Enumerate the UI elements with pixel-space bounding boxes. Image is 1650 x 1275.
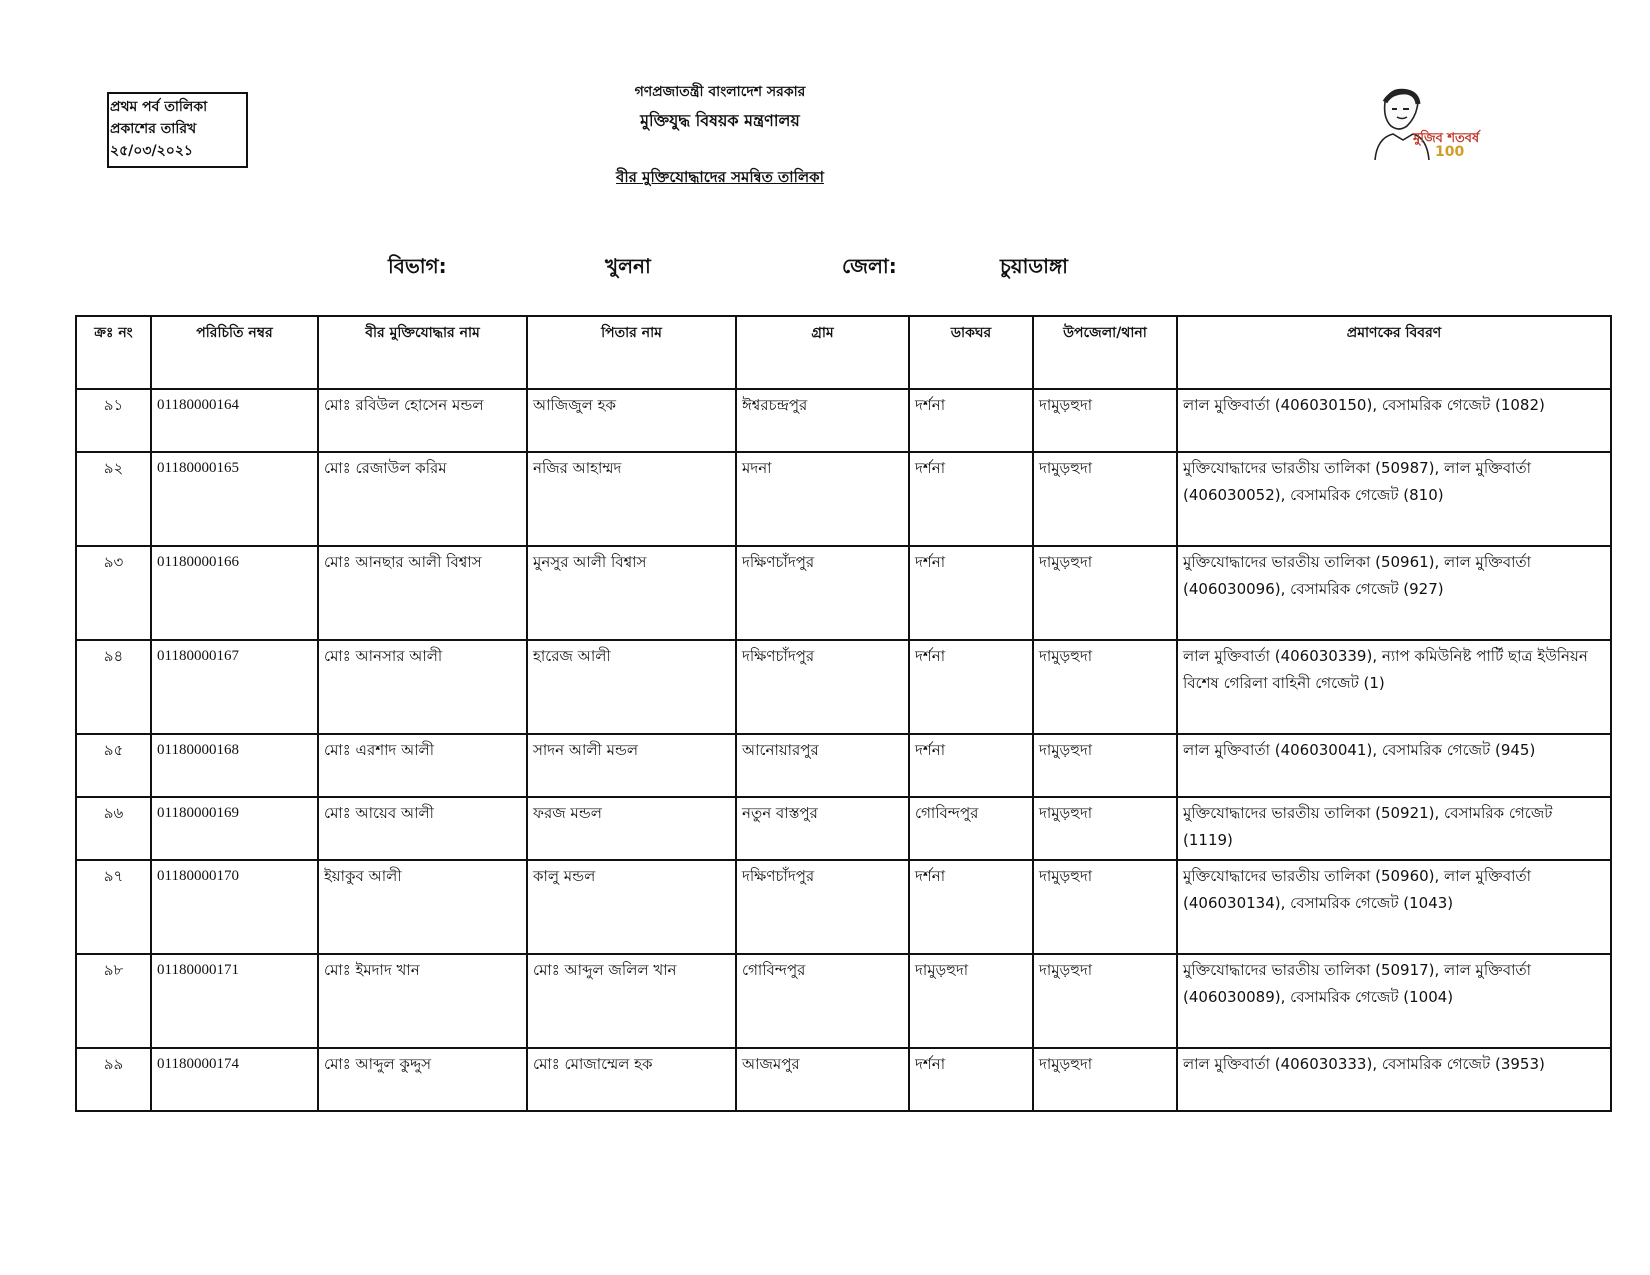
proof-cell: মুক্তিযোদ্ধাদের ভারতীয় তালিকা (50960), লাল মুক্তিবার্তা (406030134), বেসামরিক গেজেট (1043)	[1177, 860, 1611, 954]
village-cell: আজমপুর	[736, 1048, 909, 1111]
table-row	[76, 797, 1611, 860]
proof-cell: লাল মুক্তিবার্তা (406030041), বেসামরিক গেজেট (945)	[1177, 734, 1611, 797]
upazila-cell: দামুড়হুদা	[1033, 389, 1177, 452]
village-cell: দক্ষিণচাঁদপুর	[736, 860, 909, 954]
table-row	[76, 546, 1611, 640]
upazila-cell: দামুড়হুদা	[1033, 1048, 1177, 1111]
proof-cell: মুক্তিযোদ্ধাদের ভারতীয় তালিকা (50921), বেসামরিক গেজেট (1119)	[1177, 797, 1611, 860]
id-cell: 01180000166	[151, 546, 318, 640]
table-row	[76, 860, 1611, 954]
logo-text: মুজিব শতবর্ষ	[1413, 131, 1480, 146]
post-office-cell: দর্শনা	[909, 389, 1033, 452]
father-cell: কালু মন্ডল	[527, 860, 736, 954]
father-cell: হারেজ আলী	[527, 640, 736, 734]
father-cell: ফরজ মন্ডল	[527, 797, 736, 860]
table-header-row	[76, 316, 1611, 389]
header-name: বীর মুক্তিযোদ্ধার নাম	[318, 316, 527, 389]
serial-cell: ৯৮	[76, 954, 151, 1048]
father-cell: নজির আহাম্মদ	[527, 452, 736, 546]
id-cell: 01180000170	[151, 860, 318, 954]
list-title: বীর মুক্তিযোদ্ধাদের সমন্বিত তালিকা	[616, 168, 824, 186]
post-office-cell: গোবিন্দপুর	[909, 797, 1033, 860]
publication-info-box	[107, 92, 248, 168]
village-cell: দক্ষিণচাঁদপুর	[736, 640, 909, 734]
father-cell: মুনসুর আলী বিশ্বাস	[527, 546, 736, 640]
name-cell: মোঃ আয়েব আলী	[318, 797, 527, 860]
upazila-cell: দামুড়হুদা	[1033, 640, 1177, 734]
table-row	[76, 1048, 1611, 1111]
header-father: পিতার নাম	[527, 316, 736, 389]
name-cell: ইয়াকুব আলী	[318, 860, 527, 954]
proof-cell: লাল মুক্তিবার্তা (406030339), ন্যাপ কমিউনিষ্ট পার্টি ছাত্র ইউনিয়ন বিশেষ গেরিলা বাহিনী গেজেট (1)	[1177, 640, 1611, 734]
id-cell: 01180000165	[151, 452, 318, 546]
government-title: গণপ্রজাতন্ত্রী বাংলাদেশ সরকার	[634, 84, 806, 100]
table-row	[76, 452, 1611, 546]
proof-cell: লাল মুক্তিবার্তা (406030333), বেসামরিক গেজেট (3953)	[1177, 1048, 1611, 1111]
father-cell: মোঃ আব্দুল জলিল খান	[527, 954, 736, 1048]
village-cell: গোবিন্দপুর	[736, 954, 909, 1048]
serial-cell: ৯৬	[76, 797, 151, 860]
upazila-cell: দামুড়হুদা	[1033, 546, 1177, 640]
proof-cell: মুক্তিযোদ্ধাদের ভারতীয় তালিকা (50961), লাল মুক্তিবার্তা (406030096), বেসামরিক গেজেট (927)	[1177, 546, 1611, 640]
district-value: চুয়াডাঙ্গা	[1000, 254, 1068, 278]
district-label: জেলা:	[842, 254, 897, 278]
proof-cell: লাল মুক্তিবার্তা (406030150), বেসামরিক গেজেট (1082)	[1177, 389, 1611, 452]
post-office-cell: দর্শনা	[909, 860, 1033, 954]
table-row	[76, 954, 1611, 1048]
name-cell: মোঃ রেজাউল করিম	[318, 452, 527, 546]
header-serial: ক্রঃ নং	[76, 316, 151, 389]
division-value: খুলনা	[605, 254, 651, 278]
serial-cell: ৯৪	[76, 640, 151, 734]
id-cell: 01180000168	[151, 734, 318, 797]
name-cell: মোঃ আনসার আলী	[318, 640, 527, 734]
id-cell: 01180000171	[151, 954, 318, 1048]
division-label: বিভাগ:	[388, 254, 447, 278]
table-row	[76, 389, 1611, 452]
post-office-cell: দামুড়হুদা	[909, 954, 1033, 1048]
publication-date: ২৫/০৩/২০২১	[110, 143, 194, 159]
proof-cell: মুক্তিযোদ্ধাদের ভারতীয় তালিকা (50917), লাল মুক্তিবার্তা (406030089), বেসামরিক গেজেট (1004)	[1177, 954, 1611, 1048]
id-cell: 01180000164	[151, 389, 318, 452]
id-cell: 01180000174	[151, 1048, 318, 1111]
serial-cell: ৯৫	[76, 734, 151, 797]
village-cell: নতুন বাস্তপুর	[736, 797, 909, 860]
father-cell: সাদন আলী মন্ডল	[527, 734, 736, 797]
id-cell: 01180000169	[151, 797, 318, 860]
village-cell: মদনা	[736, 452, 909, 546]
village-cell: দক্ষিণচাঁদপুর	[736, 546, 909, 640]
name-cell: মোঃ রবিউল হোসেন মন্ডল	[318, 389, 527, 452]
post-office-cell: দর্শনা	[909, 452, 1033, 546]
ministry-title: মুক্তিযুদ্ধ বিষয়ক মন্ত্রণালয়	[640, 111, 800, 130]
id-cell: 01180000167	[151, 640, 318, 734]
publication-date-label: প্রকাশের তারিখ	[110, 121, 197, 137]
serial-cell: ৯৩	[76, 546, 151, 640]
header-village: গ্রাম	[736, 316, 909, 389]
upazila-cell: দামুড়হুদা	[1033, 954, 1177, 1048]
father-cell: মোঃ মোজাম্মেল হক	[527, 1048, 736, 1111]
post-office-cell: দর্শনা	[909, 734, 1033, 797]
logo-number: 100	[1435, 144, 1465, 160]
post-office-cell: দর্শনা	[909, 546, 1033, 640]
upazila-cell: দামুড়হুদা	[1033, 452, 1177, 546]
header-id: পরিচিতি নম্বর	[151, 316, 318, 389]
serial-cell: ৯১	[76, 389, 151, 452]
serial-cell: ৯৭	[76, 860, 151, 954]
upazila-cell: দামুড়হুদা	[1033, 797, 1177, 860]
serial-cell: ৯৯	[76, 1048, 151, 1111]
post-office-cell: দর্শনা	[909, 640, 1033, 734]
serial-cell: ৯২	[76, 452, 151, 546]
header-post-office: ডাকঘর	[909, 316, 1033, 389]
proof-cell: মুক্তিযোদ্ধাদের ভারতীয় তালিকা (50987), লাল মুক্তিবার্তা (406030052), বেসামরিক গেজেট (810)	[1177, 452, 1611, 546]
header-upazila: উপজেলা/থানা	[1033, 316, 1177, 389]
freedom-fighters-table	[75, 315, 1612, 1112]
father-cell: আজিজুল হক	[527, 389, 736, 452]
table-row	[76, 640, 1611, 734]
name-cell: মোঃ আনছার আলী বিশ্বাস	[318, 546, 527, 640]
table-row	[76, 734, 1611, 797]
name-cell: মোঃ এরশাদ আলী	[318, 734, 527, 797]
village-cell: ঈশ্বরচন্দ্রপুর	[736, 389, 909, 452]
publication-phase: প্রথম পর্ব তালিকা	[110, 99, 208, 115]
header-proof: প্রমাণকের বিবরণ	[1177, 316, 1611, 389]
name-cell: মোঃ ইমদাদ খান	[318, 954, 527, 1048]
post-office-cell: দর্শনা	[909, 1048, 1033, 1111]
village-cell: আনোয়ারপুর	[736, 734, 909, 797]
name-cell: মোঃ আব্দুল কুদ্দুস	[318, 1048, 527, 1111]
upazila-cell: দামুড়হুদা	[1033, 734, 1177, 797]
portrait-icon	[1375, 90, 1429, 161]
mujib-centenary-logo	[1355, 82, 1480, 162]
upazila-cell: দামুড়হুদা	[1033, 860, 1177, 954]
